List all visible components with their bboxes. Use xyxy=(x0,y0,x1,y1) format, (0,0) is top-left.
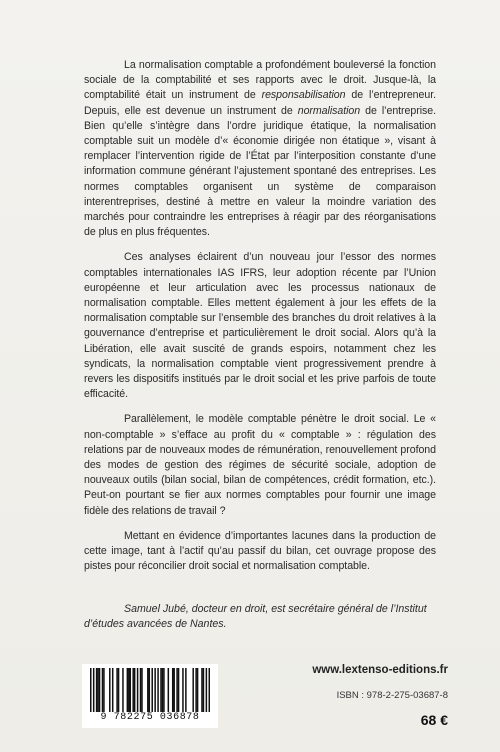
barcode-bar xyxy=(99,668,101,712)
barcode-bar xyxy=(209,668,210,712)
summary-paragraph xyxy=(84,412,436,518)
barcode-bar xyxy=(112,668,114,712)
barcode-bar xyxy=(97,668,99,712)
barcode-bar xyxy=(203,668,205,712)
barcode-bar xyxy=(93,668,95,712)
barcode-bar xyxy=(128,668,130,712)
text-span: de l’entreprise. Bien qu’elle s’intègre dans l’ordre juridique étatique, la normalisation comptable suit un modèle d’« économie dirigée non étatique », visant à remplacer l’intervention rigide de l’État par l’interposition constante d’une information commune générant l’ajustement spontané des entreprises. Les normes comptables organisent un système de comparaison interentreprises, destiné à mettre en valeur la moindre variation des marchés pour contraindre les entreprises à réagir par des réorganisations de plus en plus fréquentes. xyxy=(84,104,436,239)
barcode-bar xyxy=(182,668,184,712)
publisher-website: www.lextenso-editions.fr xyxy=(312,664,448,676)
barcode-bar xyxy=(195,668,197,712)
emphasized-term: responsabilisation xyxy=(261,89,346,102)
barcode-bar xyxy=(127,668,129,712)
barcode-bar xyxy=(140,668,142,712)
barcode-bar xyxy=(132,668,134,712)
barcode-bar xyxy=(172,668,174,712)
barcode-bar xyxy=(160,668,162,712)
barcode-bar xyxy=(201,668,203,712)
price-label: 68 € xyxy=(420,712,448,728)
barcode-bar xyxy=(157,668,159,712)
barcode-digits: 9 782275 036878 xyxy=(100,712,200,723)
barcode-bar xyxy=(96,668,98,712)
barcode-bar xyxy=(192,668,194,712)
barcode-bar xyxy=(147,668,149,712)
text-span: Parallèlement, le modèle comptable pénètre le droit social. Le « non-comptable » s’efface au profit du « comptable » : régulation des relations par de nouveaux modes de rémunération, renouvellement profond des modes de gestion des régimes de sécurité sociale, adoption de nouveaux outils (bilan social, bilan de compétences, crédit formation, etc.). Peut-on pourtant se fier aux normes comptables pour fournir une image fidèle des relations de travail ? xyxy=(84,413,436,517)
barcode-bar xyxy=(176,668,178,712)
barcode-bar xyxy=(178,668,180,712)
barcode-bar xyxy=(173,668,175,712)
barcode-bar xyxy=(185,668,187,712)
summary-text xyxy=(84,58,436,585)
barcode-bar xyxy=(154,668,156,712)
barcode-bar xyxy=(149,668,151,712)
text-span: La normalisation comptable a profondément bouleversé la fonction sociale de la comptabilité et ses rapports avec le droit. Jusque-là, la comptabilité était un instrument de xyxy=(84,59,436,102)
summary-paragraph xyxy=(84,58,436,240)
text-span: Mettant en évidence d’importantes lacunes dans la production de cette image, tant à l’actif qu’au passif du bilan, cet ouvrage propose des pistes pour réconcilier droit social et normalisation comptable. xyxy=(84,529,436,573)
isbn-barcode xyxy=(82,664,218,728)
barcode-bars xyxy=(90,668,210,712)
text-span: de l’entrepreneur. Depuis, elle est devenue un instrument de xyxy=(84,89,436,117)
barcode-bar xyxy=(168,668,170,712)
barcode-bar xyxy=(102,668,104,712)
summary-paragraph xyxy=(84,250,436,402)
barcode-bar xyxy=(130,668,132,712)
summary-paragraph xyxy=(84,529,436,575)
barcode-bar xyxy=(90,668,92,712)
barcode-bar xyxy=(116,668,118,712)
barcode-bar xyxy=(163,668,165,712)
barcode-bar xyxy=(162,668,164,712)
barcode-bar xyxy=(141,668,143,712)
author-note: Samuel Jubé, docteur en droit, est secrétaire général de l’Institut d’études avancées de Nantes. xyxy=(84,603,427,631)
emphasized-term: normalisation xyxy=(297,104,361,117)
barcode-bar xyxy=(134,668,136,712)
barcode-bar xyxy=(118,668,120,712)
barcode-bar xyxy=(151,668,153,712)
isbn-number: ISBN : 978-2-275-03687-8 xyxy=(336,690,448,701)
barcode-bar xyxy=(206,668,208,712)
barcode-bar xyxy=(103,668,105,712)
barcode-bar xyxy=(122,668,124,712)
text-span: Ces analyses éclairent d’un nouveau jour l’essor des normes comptables internationales IAS IFRS, leur adoption récente par l’Union européenne et leur articulation avec les processus nationaux de normalisation comptable. Elles mettent également à jour les effets de la normalisation comptable sur l’ensemble des branches du droit relatives à la gouvernance d’entreprise et particulièrement le droit social. Alors qu’à la Libération, elle avait suscité de grands espoirs, notamment chez les syndicats, la normalisation comptable vient progressivement prendre à revers les dispositifs institués par le droit social et les prive parfois de toute efficacité. xyxy=(84,251,436,401)
barcode-bar xyxy=(197,668,199,712)
barcode-bar xyxy=(137,668,139,712)
barcode-bar xyxy=(109,668,111,712)
